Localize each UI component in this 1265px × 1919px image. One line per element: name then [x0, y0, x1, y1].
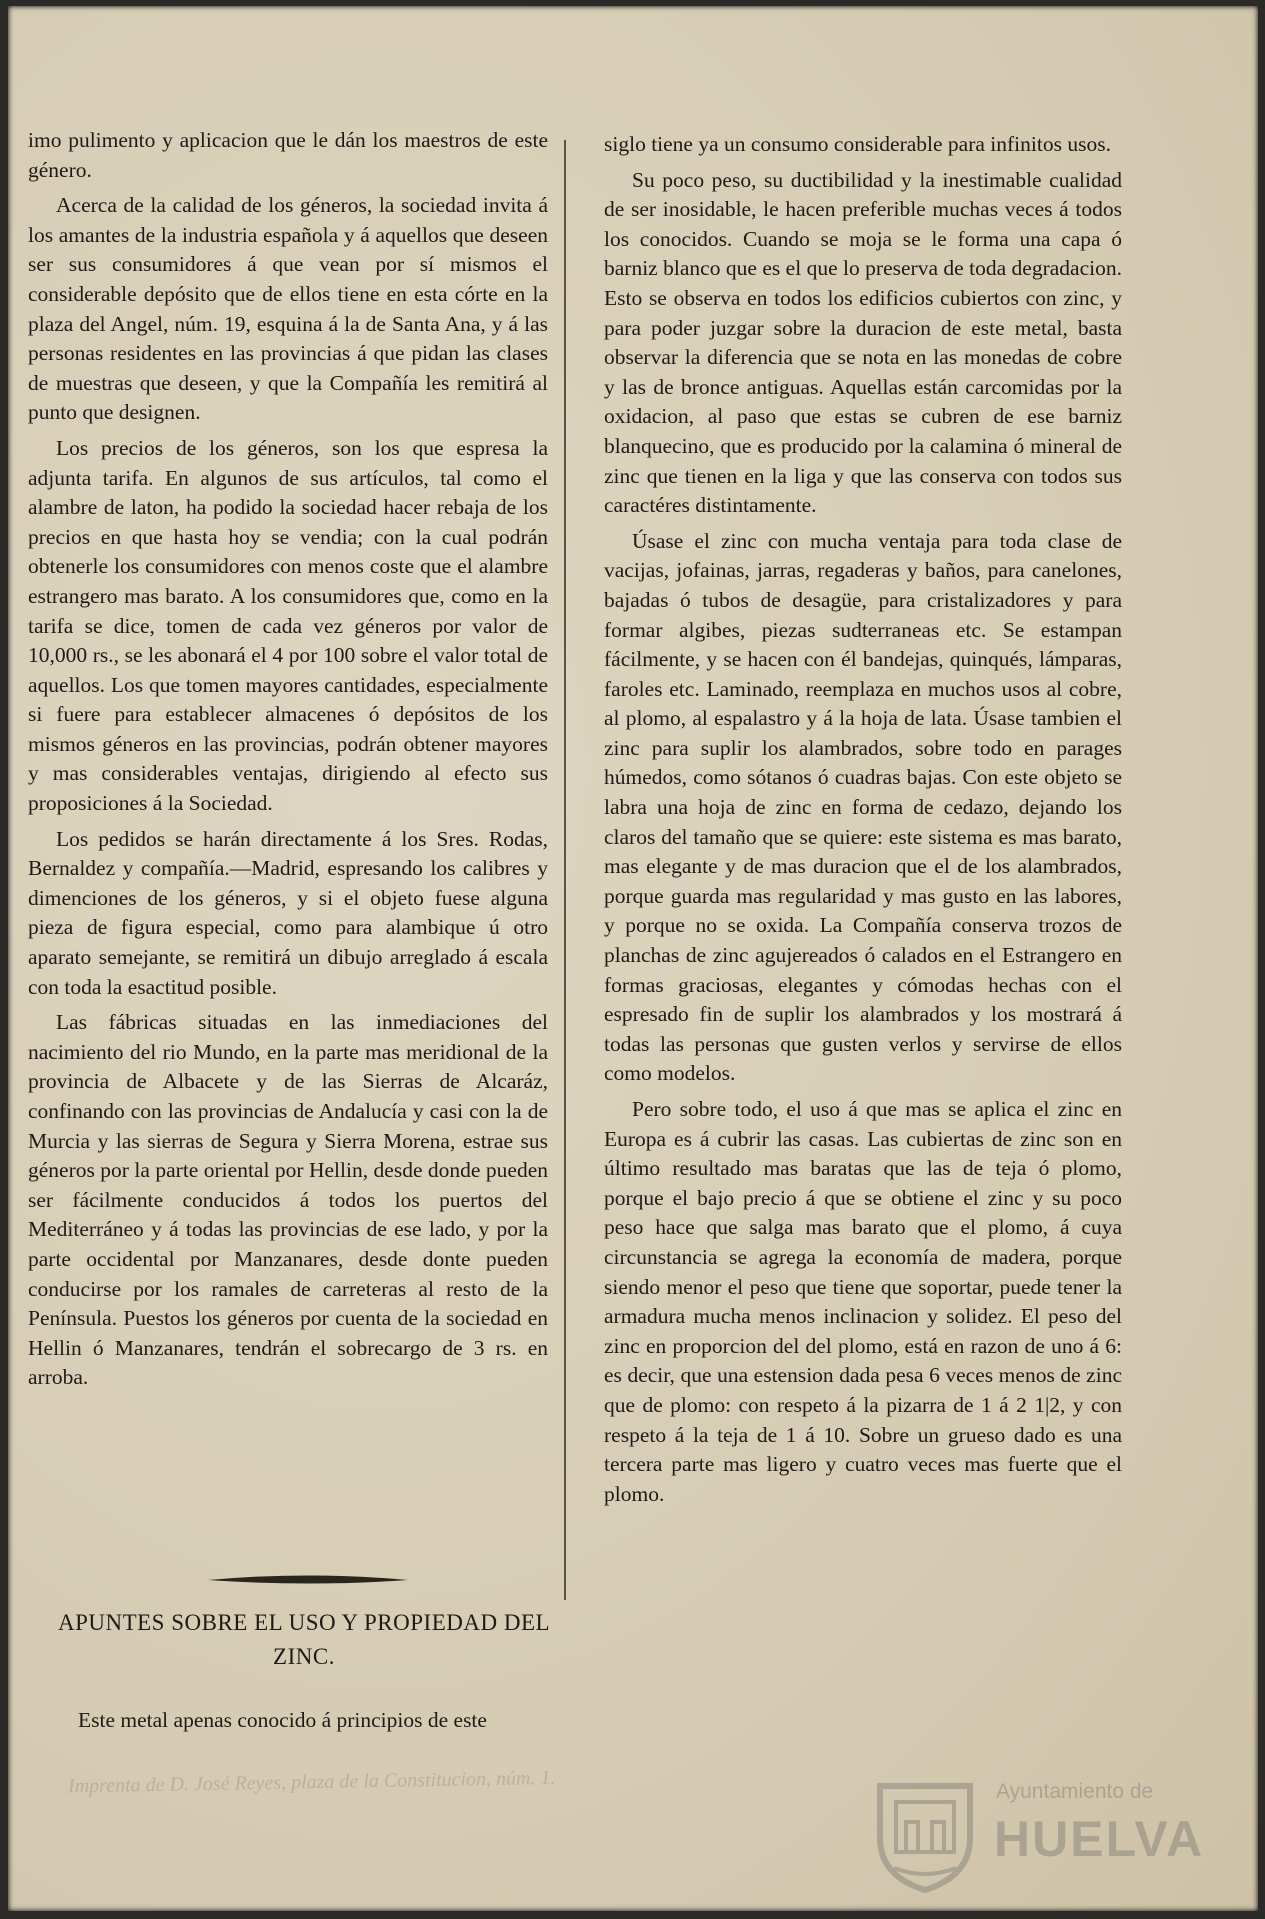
right-column: [604, 130, 1122, 1515]
paragraph: Su poco peso, su ductibilidad y la inestimable cualidad de ser inosidable, le hacen preferible muchas veces á todos los conocidos. Cuando se moja se le forma una capa ó barniz blanco que es el que lo preserva de toda degradacion. Esto se observa en todos los edificios cubiertos con zinc, y para poder juzgar sobre la duracion de este metal, basta observar la diferencia que se nota en las monedas de cobre y las de bronce antiguas. Aquellas están carcomidas por la oxidacion, al paso que estas se cubren de ese barniz blanquecino, que es producido por la calamina ó mineral de zinc que tienen en la liga y que las conserva con todos sus caractéres distintamente.: [604, 167, 1122, 518]
paragraph: Los pedidos se harán directamente á los Sres. Rodas, Bernaldez y compañía.—Madrid, espresando los calibres y dimenciones de los géneros, y si el objeto fuese alguna pieza de figura especial, como para alambique ú otro aparato semejante, se remitirá un dibujo arreglado á escala con toda la esactitud posible.: [28, 826, 548, 999]
ornament-divider: [208, 1573, 408, 1587]
newspaper-page: [8, 6, 1258, 1911]
paragraph: imo pulimento y aplicacion que le dán los maestros de este género.: [28, 128, 548, 182]
section-heading: APUNTES SOBRE EL USO Y PROPIEDAD DEL ZINC.: [57, 1610, 551, 1669]
paragraph: Pero sobre todo, el uso á que mas se aplica el zinc en Europa es á cubrir las casas. Las cubiertas de zinc son en último resultado mas baratas que las de teja ó plomo, porque el bajo precio á que se obtiene el zinc y su poco peso hace que salga mas barato que el plomo, á cuya circunstancia se agrega la economía de madera, porque siendo menor el peso que tiene que soportar, puede tener la armadura mucha menos inclinacion y solidez. El peso del zinc en proporcion del del plomo, está en razon de uno á 6: es decir, que una estension dada pesa 6 veces menos de zinc que de plomo: con respeto á la pizarra de 1 á 2 1|2, y con respeto á la teja de 1 á 10. Sobre un grueso dado es una tercera parte mas ligero y cuatro veces mas fuerte que el plomo.: [604, 1097, 1122, 1506]
paragraph: Este metal apenas conocido á principios de este: [78, 1708, 487, 1732]
paragraph: Las fábricas situadas en las inmediaciones del nacimiento del rio Mundo, en la parte mas meridional de la provincia de Albacete y de las Sierras de Alcaráz, confinando con las provincias de Andalucía y casi con la de Murcia y las sierras de Segura y Sierra Morena, estrae sus géneros por la parte oriental por Hellin, desde donde pueden ser fácilmente conducidos á todos los puertos del Mediterráneo y á todas las provincias de ese lado, y por la parte occidental por Manzanares, desde donte pueden conducirse por los ramales de carreteras al resto de la Península. Puestos los géneros por cuenta de la sociedad en Hellin ó Manzanares, tendrán el sobrecargo de 3 rs. en arroba.: [28, 1010, 548, 1390]
watermark-line1: Ayuntamiento de: [996, 1780, 1154, 1803]
column-divider: [564, 140, 566, 1600]
bleed-through-text: Imprenta de D. José Reyes, plaza de la Constitucion, núm. 1.: [67, 1766, 556, 1798]
paragraph: Úsase el zinc con mucha ventaja para toda clase de vacijas, jofainas, jarras, regaderas y baños, para canelones, bajadas ó tubos de desagüe, para cristalizadores y para formar algibes, piezas sudterraneas etc. Se estampan fácilmente, y se hacen con él bandejas, quinqués, lámparas, faroles etc. Laminado, reemplaza en muchos usos al cobre, al plomo, al espalastro y á la hoja de lata. Úsase tambien el zinc para suplir los alambrados, sobre todo en parages húmedos, como sótanos ó cuadras bajas. Con este objeto se labra una hoja de zinc en forma de cedazo, dejando los claros del tamaño que se quiere: este sistema es mas barato, mas elegante y de mas duracion que el de los alambrados, porque guarda mas regularidad y mas gusto en las labores, y porque no se oxida. La Compañía conserva trozos de planchas de zinc agujereados ó calados en el Estrangero en formas graciosas, elegantes y cómodas hechas con el espresado fin de suplir los alambrados y los mostrará á todas las personas que gusten verlos y servirse de ellos como modelos.: [604, 528, 1122, 1086]
paragraph: Acerca de la calidad de los géneros, la sociedad invita á los amantes de la industria española y á aquellos que deseen ser sus consumidores á que vean por sí mismos el considerable depósito que de ellos tiene en esta córte en la plaza del Angel, núm. 19, esquina á la de Santa Ana, y á las personas residentes en las provincias á que pidan las clases de muestras que deseen, y que la Compañía les remitirá al punto que designen.: [28, 193, 548, 425]
watermark-line2: HUELVA: [994, 1811, 1205, 1867]
archive-watermark: [866, 1776, 1205, 1896]
coat-of-arms-icon: [866, 1776, 984, 1894]
left-column: [28, 126, 548, 1399]
paragraph: siglo tiene ya un consumo considerable para infinitos usos.: [604, 132, 1111, 156]
paragraph: Los precios de los géneros, son los que espresa la adjunta tarifa. En algunos de sus artículos, tal como el alambre de laton, ha podido la sociedad hacer rebaja de los precios en que hasta hoy se vendia; con la cual podrán obtenerle los consumidores con menos coste que el alambre estrangero mas barato. A los consumidores que, como en la tarifa se dice, tomen de cada vez géneros por valor de 10,000 rs., se les abonará el 4 por 100 sobre el valor total de aquellos. Los que tomen mayores cantidades, especialmente si fuere para establecer almacenes ó depósitos de los mismos géneros en las provincias, podrán obtener mayores y mas considerables ventajas, dirigiendo al efecto sus proposiciones á la Sociedad.: [28, 435, 548, 816]
